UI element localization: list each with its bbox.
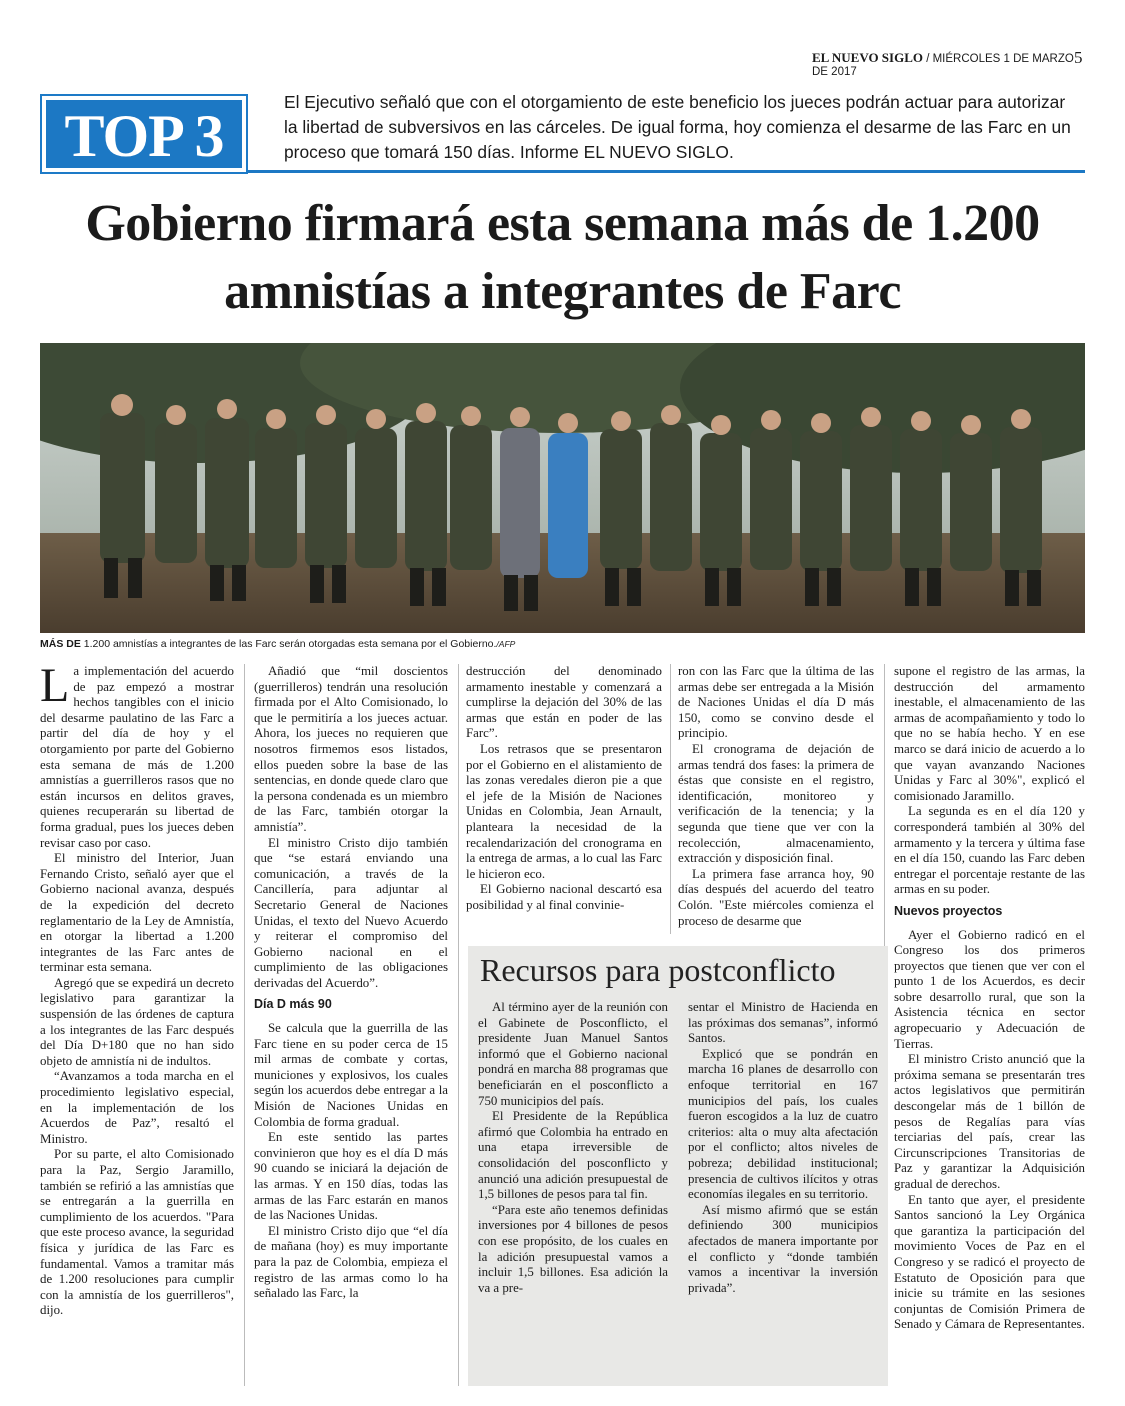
paragraph: Ayer el Gobierno radicó en el Congreso los dos primeros proyectos que tienen que ver con el punto 1 de los Acuerdos, es decir sobre desarrollo rural, que son la Asistencia técnica en sector agropecuario y Adecuación de Tierras. bbox=[894, 927, 1085, 1051]
paragraph: ron con las Farc que la última de las armas debe ser entregada a la Misión de Naciones Unidas el día D más 150, como se convino desde el principio. bbox=[678, 664, 874, 741]
paragraph: El ministro del Interior, Juan Fernando Cristo, señaló ayer que el Gobierno nacional avanza, después de la expedición del decreto reglamentario de la Ley de Amnistía, en otorgar la libertad a 1.200 integrantes de las Farc antes de terminar esta semana. bbox=[40, 851, 234, 975]
paragraph: La primera fase arranca hoy, 90 días después del acuerdo del teatro Colón. "Este miércoles comienza el proceso de desarme que bbox=[678, 866, 874, 928]
sidebar-box bbox=[468, 946, 888, 1386]
section-rule bbox=[248, 170, 1085, 173]
paragraph: Los retrasos que se presentaron por el Gobierno en el alistamiento de las zonas veredales dieron pie a que el jefe de la Misión de Naciones Unidas en Colombia, Jean Arnault, planteara la necesidad de la recalendarización del cronograma en la entrega de armas, a lo cual las Farc le hicieron eco. bbox=[466, 741, 662, 881]
caption-text: 1.200 amnistías a integrantes de las Farc serán otorgadas esta semana por el Gobierno. bbox=[80, 638, 497, 650]
paragraph: El Gobierno nacional descartó esa posibilidad y al final convinie- bbox=[466, 882, 662, 912]
paragraph: supone el registro de las armas, la destrucción del armamento inestable, el almacenamiento de las armas de acompañamiento y todo lo que no se había hecho. Y en ese marco se dará inicio de acuerdo a lo que vayan avanzando Naciones Unidas y Farc al 30%", explicó el comisionado Jaramillo. bbox=[894, 664, 1085, 803]
masthead bbox=[812, 50, 1092, 78]
drop-cap: L bbox=[40, 659, 70, 712]
photo-credit: /AFP bbox=[496, 639, 516, 649]
photo-guerrillas-image bbox=[40, 343, 1085, 633]
paragraph: destrucción del denominado armamento inestable y comenzará a cumplirse la dejación del 30% de las armas que están en poder de las Farc”. bbox=[466, 664, 662, 741]
paragraph: Añadió que “mil doscientos (guerrilleros) tendrán una resolución firmada por el Alto Comisionado, lo que le permitiría a los jueces actuar. Ahora, los jueces no requieren que nosotros firmemos esos listados, ellos pueden sobre la base de las sentencias, en donde quede claro que la persona condenada es un miembro de las Farc, también otorgar la amnistía”. bbox=[254, 664, 448, 834]
article-column-1 bbox=[40, 659, 234, 1319]
paragraph: El ministro Cristo dijo que “el día de mañana (hoy) es muy importante para la paz de Colombia, empieza el registro de las armas como lo ha señalado las Farc, la bbox=[254, 1223, 448, 1301]
sidebar-title: Recursos para postconflicto bbox=[480, 952, 836, 988]
column-divider bbox=[244, 664, 245, 1386]
article-column-2 bbox=[254, 664, 448, 1302]
paragraph: Por su parte, el alto Comisionado para la Paz, Sergio Jaramillo, también se refirió a las amnistías que se entregarán a la guerrilla en cumplimiento de los acuerdos. "Para que este proceso avance, la seguridad física y jurídica de las Farc es fundamental. Vamos a tramitar más de 1.200 resoluciones para cumplir con la amnistía de los guerrilleros", dijo. bbox=[40, 1147, 234, 1318]
paragraph: El ministro Cristo dijo también que “se estará enviando una comunicación, a través de la Cancillería, para adjuntar al Secretario General de Naciones Unidas, el texto del Nuevo Acuerdo y reiterar el compromiso del Gobierno nacional en el cumplimiento de las obligaciones derivadas del Acuerdo”. bbox=[254, 835, 448, 990]
caption-lead: MÁS DE bbox=[40, 638, 81, 650]
column-divider bbox=[458, 664, 459, 1386]
paragraph: La segunda es en el día 120 y corresponderá también al 30% del armamento y la tercera y última fase en el día 150, cuando las Farc deben entregar el porcentaje restante de las armas en su poder. bbox=[894, 804, 1085, 897]
column-divider bbox=[670, 664, 671, 934]
paragraph: Agregó que se expedirá un decreto legislativo para garantizar la suspensión de las órdenes de captura a los integrantes de las Farc después del Día D+180 que no han sido objeto de amnistía ni de indultos. bbox=[40, 975, 234, 1068]
paragraph: sentar el Ministro de Hacienda en las próximas dos semanas”, informó Santos. bbox=[688, 1000, 878, 1046]
article-column-4 bbox=[678, 664, 874, 929]
paragraph: Así mismo afirmó que se están definiendo 300 municipios afectados de manera importante por el conflicto y “donde también vamos a incentivar la inversión privada”. bbox=[688, 1202, 878, 1295]
page-number: 5 bbox=[1074, 48, 1083, 67]
paragraph: Explicó que se pondrán en marcha 16 planes de desarrollo con enfoque territorial en 167 municipios del país, los cuales fueron escogidos a la luz de cuatro criterios: alta o muy alta afectación por el conflicto; altos niveles de pobreza; debilidad institucional; presencia de cultivos ilícitos y otras economías ilegales en su territorio. bbox=[688, 1046, 878, 1202]
news-photo bbox=[40, 343, 1085, 633]
intro-text: El Ejecutivo señaló que con el otorgamiento de este beneficio los jueces podrán actuar para autorizar la libertad de subversivos en las cárceles. De igual forma, hoy comienza el desarme de las Farc en un proceso que tomará 150 días. Informe EL NUEVO SIGLO. bbox=[284, 92, 1071, 162]
paragraph: En tanto que ayer, el presidente Santos sancionó la Ley Orgánica que garantiza la participación del movimiento Voces de Paz en el Congreso y se radicó el proyecto de Estatuto de Oposición para que inicie su trámite en las sesiones conjuntas de Comisión Primera de Senado y Cámara de Representantes. bbox=[894, 1192, 1085, 1332]
photo-caption bbox=[40, 638, 515, 650]
paragraph: “Para este año tenemos definidas inversiones por 4 billones de pesos con ese propósito, de los cuales en la adición presupuestal vamos a incluir 1,5 billones. Esa adición la va a pre- bbox=[478, 1202, 668, 1295]
paragraph: El cronograma de dejación de armas tendrá dos fases: la primera de éstas que consiste en el registro, identificación, monitoreo y verificación de la tenencia; y la segunda que tiene que ver con la recolección, almacenamiento, extracción y disposición final. bbox=[678, 741, 874, 866]
paragraph: En este sentido las partes convinieron que hoy es el día D más 90 cuando se iniciará la dejación de las armas. Y en 150 días, todas las armas de las Farc estarán en manos de las Naciones Unidas. bbox=[254, 1130, 448, 1223]
article-column-5 bbox=[894, 664, 1085, 1333]
headline: Gobierno firmará esta semana más de 1.200 amnistías a integrantes de Farc bbox=[85, 195, 1040, 320]
subheading: Nuevos proyectos bbox=[894, 903, 1003, 918]
sidebar-column-1 bbox=[478, 1000, 668, 1296]
paragraph: Al término ayer de la reunión con el Gabinete de Posconflicto, el presidente Juan Manuel Santos informó que el Gobierno nacional pondrá en marcha 88 programas que beneficiarán en el posconflicto a 750 municipios del país. bbox=[478, 1000, 668, 1108]
paragraph: El ministro Cristo anunció que la próxima semana se presentarán tres actos legislativos que permitirán descongelar más de 1 billón de pesos de Regalías para vías terciarias del país, crear las Circunscripciones Transitorias de Paz y garantizar la Adquisición gradual de derechos. bbox=[894, 1052, 1085, 1191]
issue-date: / MIÉRCOLES 1 DE MARZO DE 2017 bbox=[812, 53, 1074, 78]
article-column-3 bbox=[466, 664, 662, 914]
subheading: Día D más 90 bbox=[254, 997, 332, 1012]
newspaper-name: EL NUEVO SIGLO bbox=[812, 50, 923, 65]
section-badge bbox=[40, 94, 248, 174]
sidebar-column-2 bbox=[688, 1000, 878, 1296]
paragraph: Se calcula que la guerrilla de las Farc tiene en su poder cerca de 15 mil armas de combate y cortas, municiones y explosivos, los cuales según los acuerdos debe entregar a la Misión de Naciones Unidas en Colombia de forma gradual. bbox=[254, 1021, 448, 1129]
paragraph: La implementación del acuerdo de paz empezó a mostrar hechos tangibles con el inicio del desarme paulatino de las Farc a partir del día de hoy y el otorgamiento por parte del Gobierno esta semana de más de 1.200 amnistías a guerrilleros rasos que no están incursos en delitos graves, quienes recuperarán su libertad de forma gradual, pues los jueces deben revisar caso por caso. bbox=[40, 659, 234, 850]
section-badge-label: TOP 3 bbox=[46, 100, 242, 168]
paragraph: “Avanzamos a toda marcha en el procedimiento legislativo especial, en la implementación de los Acuerdos de Paz”, resaltó el Ministro. bbox=[40, 1069, 234, 1146]
paragraph: El Presidente de la República afirmó que Colombia ha entrado en una etapa irreversible de consolidación del posconflicto y anunció una adición presupuestal de 1,5 billones de pesos para tal fin. bbox=[478, 1109, 668, 1202]
